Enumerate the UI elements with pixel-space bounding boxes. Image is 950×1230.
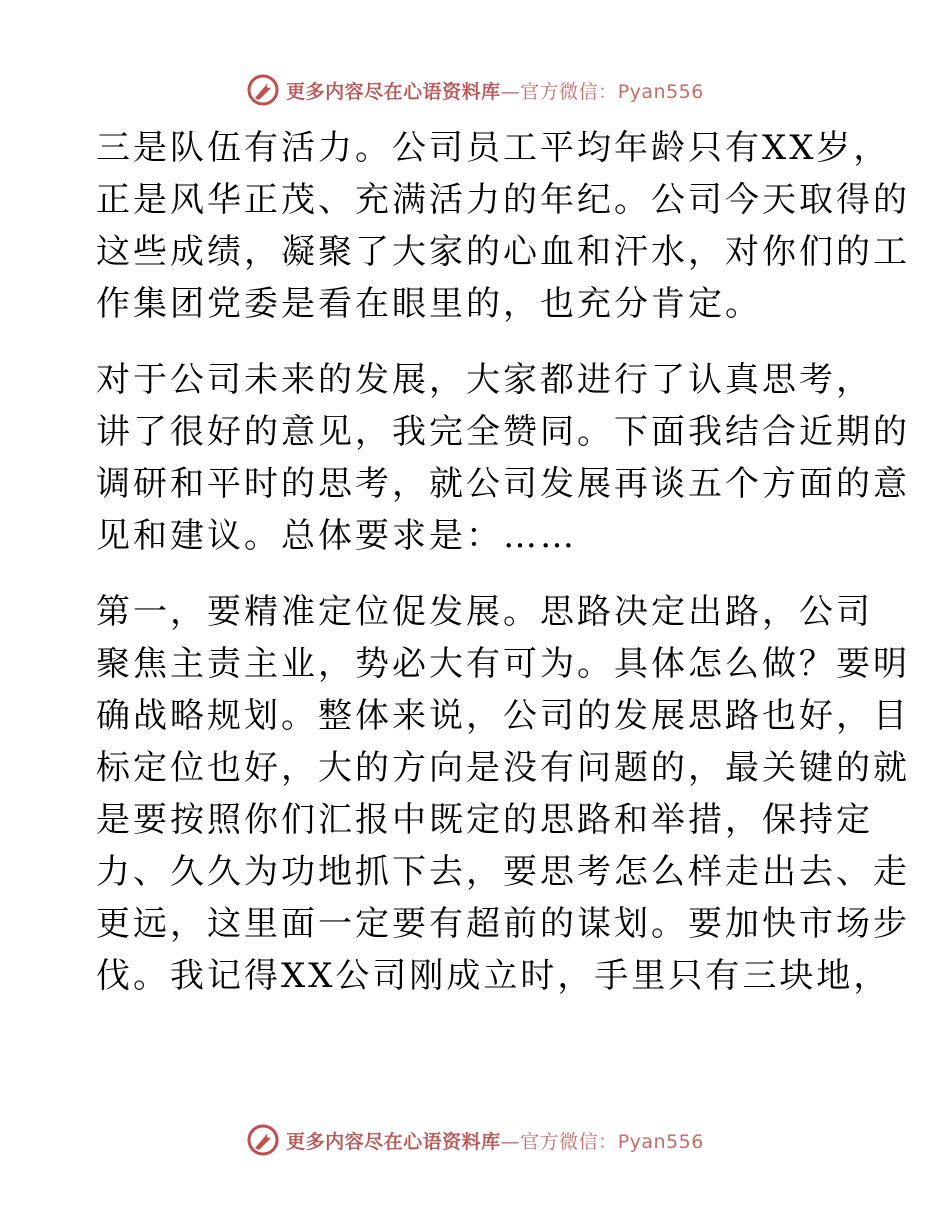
text-line: 力、久久为功地抓下去，要思考怎么样走出去、走 xyxy=(96,852,910,892)
text-line: 见和建议。总体要求是：…… xyxy=(96,516,577,556)
header-watermark xyxy=(0,70,950,110)
watermark-brand: 更多内容尽在心语资料库 xyxy=(286,80,501,103)
watermark-text xyxy=(286,77,704,104)
text-line: 作集团党委是看在眼里的，也充分肯定。 xyxy=(96,284,762,324)
text-line: 伐。我记得XX公司刚成立时，手里只有三块地， xyxy=(96,956,891,996)
text-line: 三是队伍有活力。公司员工平均年龄只有XX岁， xyxy=(96,128,891,168)
watermark-separator: — xyxy=(500,80,521,103)
paragraph-3 xyxy=(96,586,910,1002)
text-line: 更远，这里面一定要有超前的谋划。要加快市场步 xyxy=(96,904,910,944)
pen-nib-circle-icon xyxy=(246,73,280,107)
text-line: 正是风华正茂、充满活力的年纪。公司今天取得的 xyxy=(96,180,910,220)
paragraph-2 xyxy=(96,354,910,562)
watermark-separator: — xyxy=(500,1130,521,1153)
watermark-brand: 更多内容尽在心语资料库 xyxy=(286,1130,501,1153)
watermark-wechat-id: Pyan556 xyxy=(617,1130,704,1153)
text-line: 标定位也好，大的方向是没有问题的，最关键的就 xyxy=(96,748,910,788)
text-line: 确战略规划。整体来说，公司的发展思路也好，目 xyxy=(96,696,910,736)
document-body xyxy=(96,122,910,1002)
text-line: 讲了很好的意见，我完全赞同。下面我结合近期的 xyxy=(96,412,910,452)
watermark-official: 官方微信： xyxy=(520,1130,618,1153)
pen-nib-circle-icon xyxy=(246,1123,280,1157)
watermark-wechat-id: Pyan556 xyxy=(617,80,704,103)
text-line: 是要按照你们汇报中既定的思路和举措，保持定 xyxy=(96,800,873,840)
watermark-official: 官方微信： xyxy=(520,80,618,103)
footer-watermark xyxy=(0,1120,950,1160)
paragraph-1 xyxy=(96,122,910,330)
text-line: 第一，要精准定位促发展。思路决定出路，公司 xyxy=(96,592,873,632)
watermark-text xyxy=(286,1127,704,1154)
text-line: 对于公司未来的发展，大家都进行了认真思考， xyxy=(96,360,873,400)
text-line: 聚焦主责主业，势必大有可为。具体怎么做？要明 xyxy=(96,644,910,684)
text-line: 调研和平时的思考，就公司发展再谈五个方面的意 xyxy=(96,464,910,504)
paragraph-gap xyxy=(96,562,856,586)
paragraph-gap xyxy=(96,330,856,354)
text-line: 这些成绩，凝聚了大家的心血和汗水，对你们的工 xyxy=(96,232,910,272)
